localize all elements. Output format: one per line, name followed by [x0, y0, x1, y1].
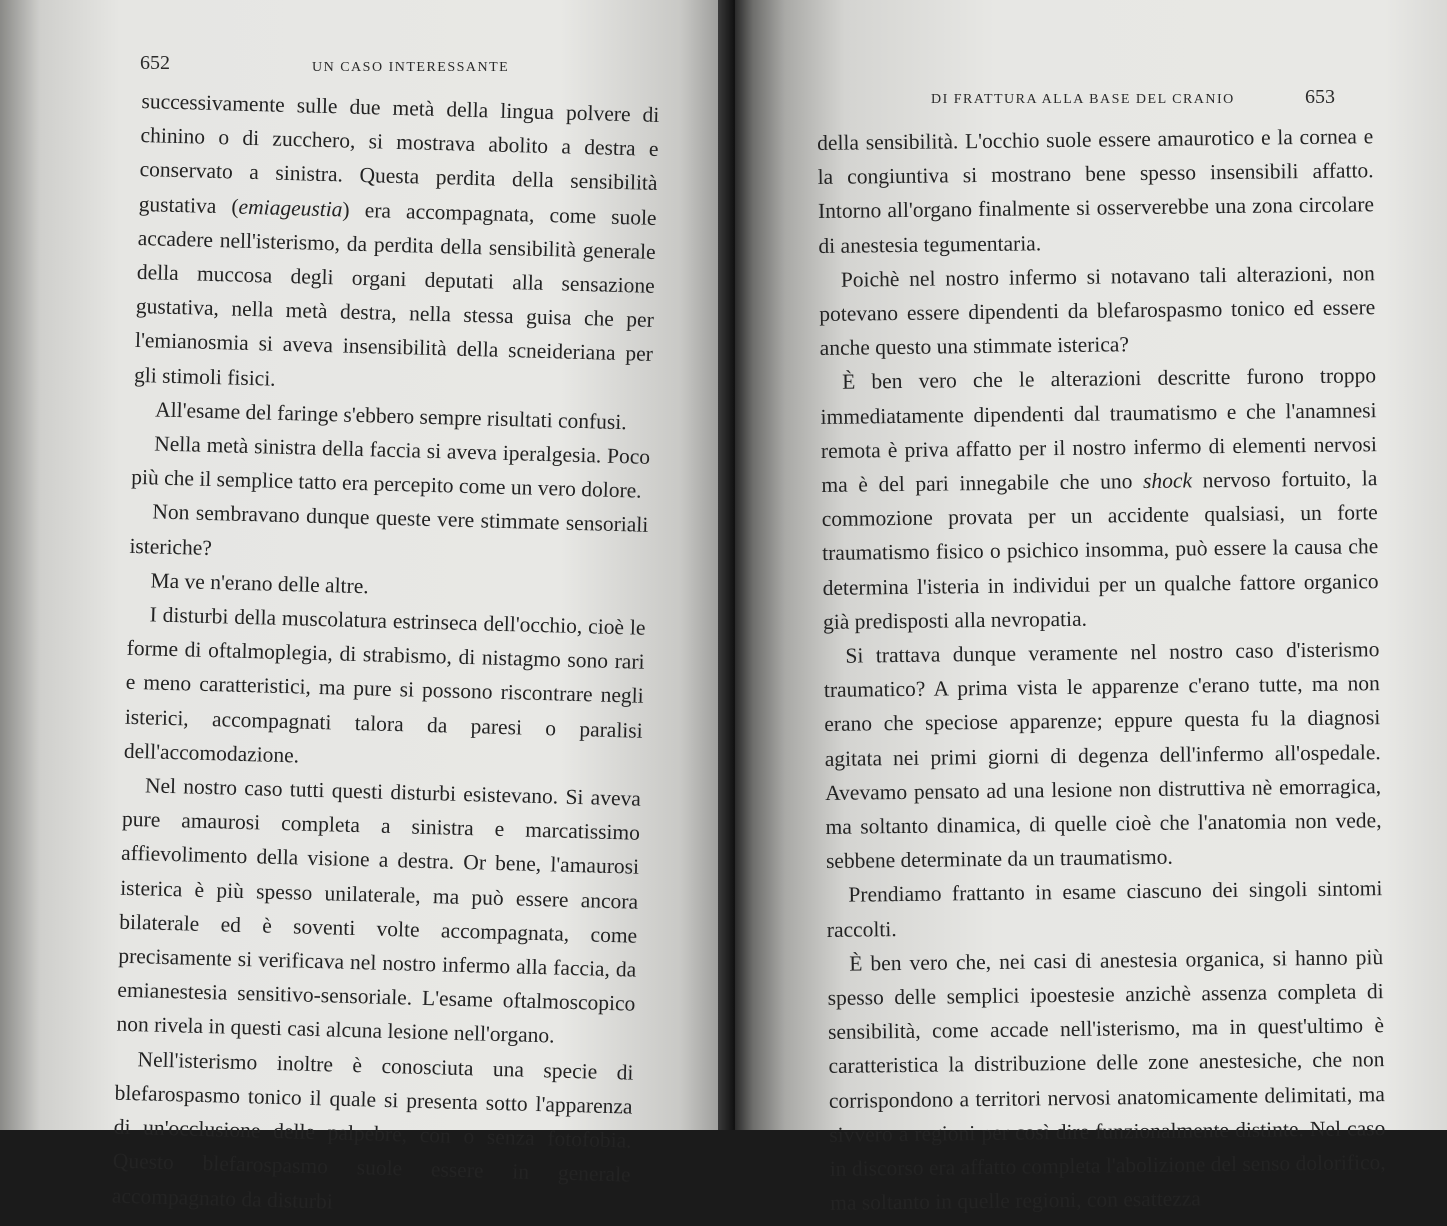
- right-page-body: [817, 119, 1386, 1220]
- paragraph: Ma ve n'erano delle altre.: [150, 568, 369, 599]
- paragraph: Si trattava dunque veramente nel nostro caso d'isterismo traumatico? A prima vista le apparenze c'erano tutte, ma non erano che speciose apparenze; eppure questa fu la diagnosi agitata nei primi giorni di degenza dell'infermo all'ospedale. Avevamo pensato ad una lesione non distruttiva nè emorragica, ma soltanto dinamica, di quelle cioè che l'anatomia non vede, sebbene determinate da un traumatismo.: [823, 637, 1382, 874]
- paragraph: Prendiamo frattanto in esame ciascuno dei singoli sintomi raccolti.: [826, 876, 1383, 942]
- running-header: UN CASO INTERESSANTE: [312, 60, 510, 75]
- paragraph: È ben vero che, nei casi di anestesia organica, si hanno più spesso delle semplici ipoestesie anzichè assenza completa di sensibilità, come accade nell'isterismo, ma in quest'ultimo è caratteristica la distribuzione delle zone anestesiche, che non corrispondono a territori nervosi anatomicamente delimitati, ma sivvero a regioni per così dire funzionalmente distinte. Nel caso in discorso era affatto completa l'abolizione del senso dolorifico, ma soltanto in quelle regioni, con esattezza: [827, 945, 1386, 1216]
- paragraph: Nell'isterismo inoltre è conosciuta una specie di blefarospasmo tonico il quale si presenta sotto l'apparenza di un'occlusione delle palpebre, con o senza fotofobia. Questo blefarospasmo suole essere in generale accompagnato da disturbi: [111, 1046, 634, 1214]
- paragraph: Nel nostro caso tutti questi disturbi esistevano. Si aveva pure amaurosi completa a sinistra e marcatissimo affievolimento della visione a destra. Or bene, l'amaurosi isterica è più spesso unilaterale, ma può essere ancora bilaterale ed è soventi volte accompagnata, come precisamente si verificava nel nostro infermo alla faccia, da emianestesia sensitivo-sensoriale. L'esame oftalmoscopico non rivela in questi casi alcuna lesione nell'organo.: [116, 773, 642, 1048]
- paragraph: successivamente sulle due metà della lingua polvere di chinino o di zucchero, si mostrava abolito a destra e conservato a sinistra. Questa perdita della sensibilità gustativa (emiageustia) era accompagnata, come suole accadere nell'isterismo, da perdita della sensibilità generale della muccosa degli organi deputati alla sensazione gustativa, nella metà destra, nella stessa guisa che per l'emianosmia si aveva insensibilità della scneideriana per gli stimoli fisici.: [133, 88, 660, 391]
- running-header: DI FRATTURA ALLA BASE DEL CRANIO: [931, 92, 1235, 107]
- left-page-body: [111, 84, 659, 1226]
- paragraph: Non sembravano dunque queste vere stimmate sensoriali isteriche?: [129, 499, 649, 560]
- right-page: [735, 0, 1447, 1216]
- paragraph: All'esame del faringe s'ebbero sempre risultati confusi.: [154, 397, 627, 435]
- paragraph: I disturbi della muscolatura estrinseca dell'occhio, cioè le forme di oftalmoplegia, di strabismo, di nistagmo sono rari e meno caratteristici, ma pure si possono riscontrare negli isterici, accompagnati talora da paresi o paralisi dell'accomodazione.: [123, 602, 646, 768]
- paragraph: della sensibilità. L'occhio suole essere amaurotico e la cornea e la congiuntiva si mostrano bene spesso insensibili affatto. Intorno all'organo finalmente si osserverebbe una zona circolare di anestesia tegumentaria.: [817, 124, 1375, 258]
- page-number: 652: [140, 52, 170, 74]
- paragraph: Nella metà sinistra della faccia si aveva iperalgesia. Poco più che il semplice tatto era percepito come un vero dolore.: [131, 431, 651, 503]
- paragraph: È ben vero che le alterazioni descritte furono troppo immediatamente dipendenti dal traumatismo e che l'anamnesi remota è priva affatto per il nostro infermo di elementi nervosi ma è del pari innegabile che uno shock nervoso fortuito, la commozione provata per un accidente qualsiasi, un forte traumatismo fisico o psichico insomma, può essere la causa che determina l'isteria in individui per un qualche fattore organico già predisposti alla nevropatia.: [820, 363, 1379, 634]
- paragraph: Poichè nel nostro infermo si notavano tali alterazioni, non potevano essere dipendenti da blefarospasmo tonico ed essere anche questo una stimmate isterica?: [819, 261, 1376, 361]
- page-number: 653: [1305, 86, 1335, 108]
